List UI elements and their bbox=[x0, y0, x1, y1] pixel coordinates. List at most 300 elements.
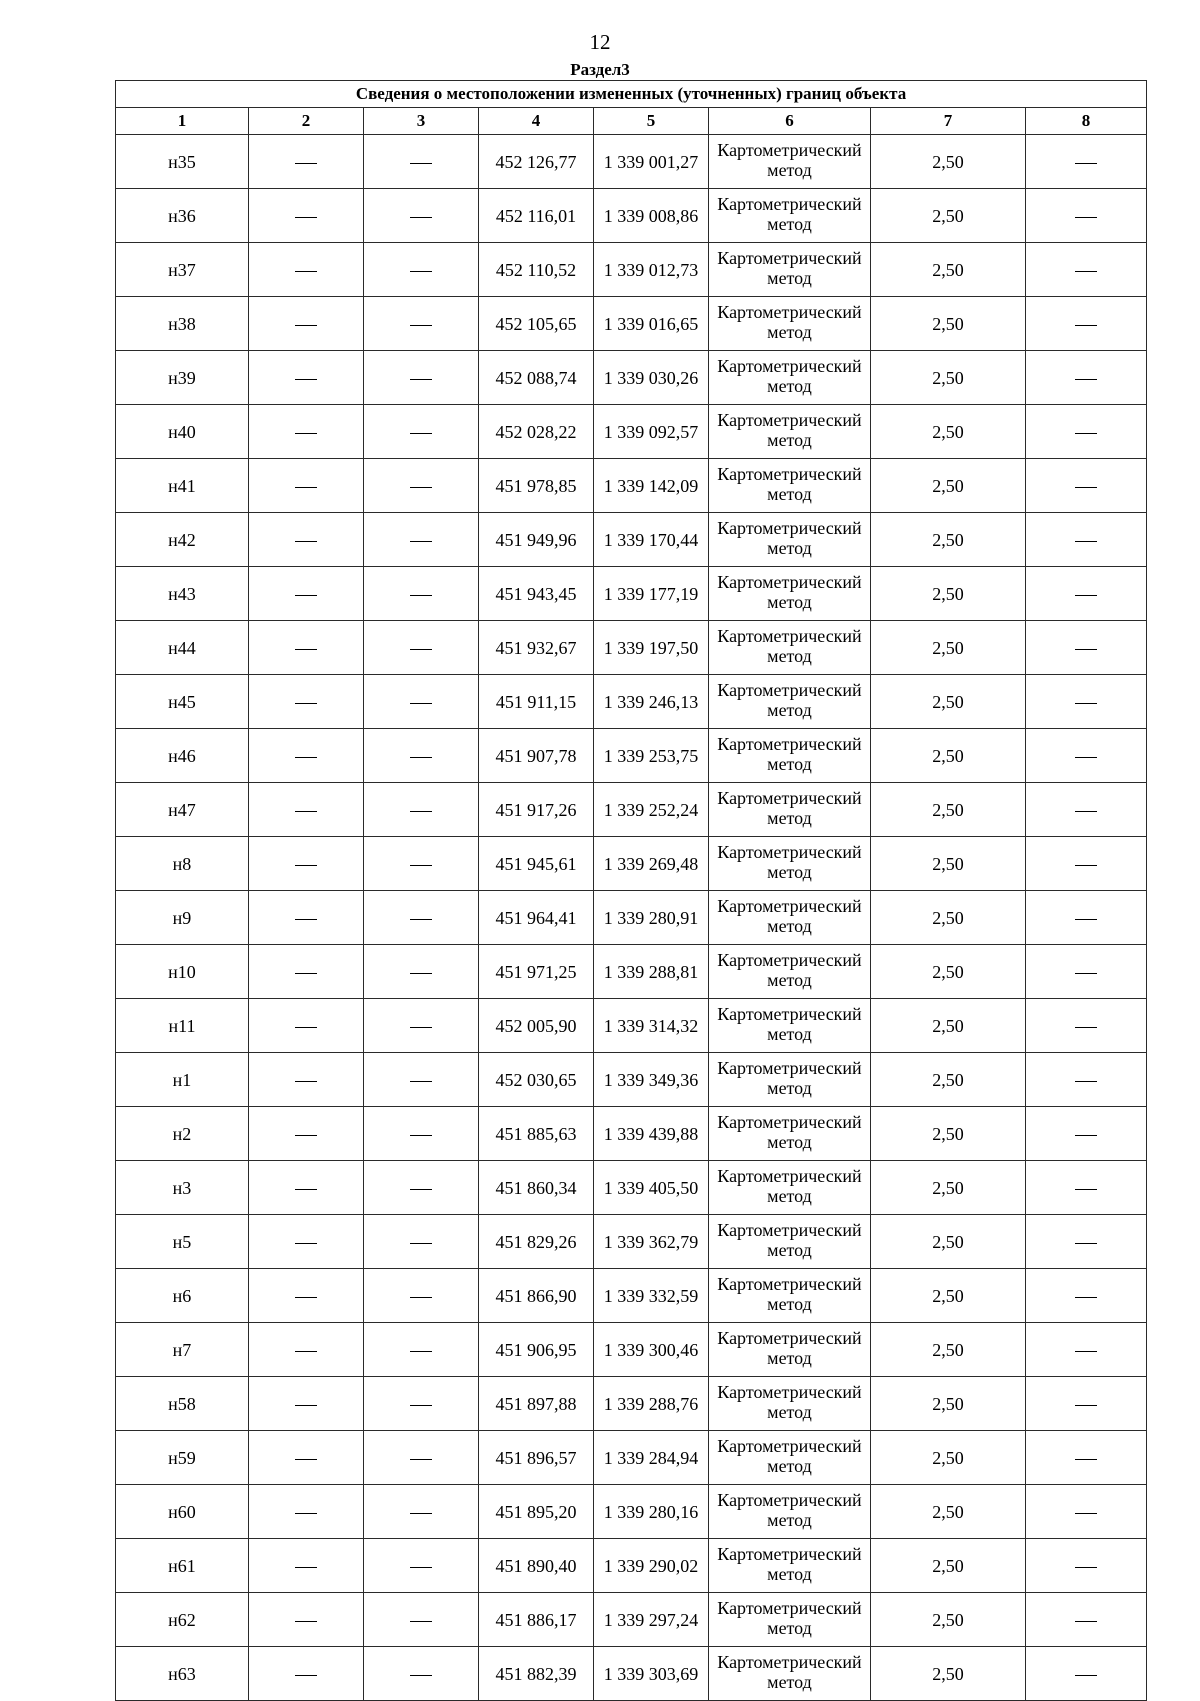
empty-cell bbox=[249, 243, 364, 297]
dash-icon bbox=[295, 757, 317, 758]
dash-icon bbox=[410, 1405, 432, 1406]
empty-cell bbox=[364, 675, 479, 729]
x-coordinate-cell: 451 860,34 bbox=[479, 1161, 594, 1215]
empty-cell bbox=[364, 1431, 479, 1485]
dash-icon bbox=[1075, 163, 1097, 164]
dash-icon bbox=[295, 379, 317, 380]
empty-cell bbox=[1026, 1323, 1147, 1377]
table-row bbox=[116, 945, 1147, 999]
point-name-cell: н2 bbox=[116, 1107, 249, 1161]
dash-icon bbox=[295, 919, 317, 920]
empty-cell bbox=[1026, 513, 1147, 567]
empty-cell bbox=[1026, 783, 1147, 837]
dash-icon bbox=[1075, 487, 1097, 488]
x-coordinate-cell: 452 030,65 bbox=[479, 1053, 594, 1107]
empty-cell bbox=[364, 351, 479, 405]
dash-icon bbox=[295, 865, 317, 866]
dash-icon bbox=[1075, 1567, 1097, 1568]
dash-icon bbox=[295, 1513, 317, 1514]
dash-icon bbox=[410, 1243, 432, 1244]
x-coordinate-cell: 451 964,41 bbox=[479, 891, 594, 945]
x-coordinate-cell: 451 896,57 bbox=[479, 1431, 594, 1485]
column-number: 3 bbox=[364, 108, 479, 135]
table-row bbox=[116, 1107, 1147, 1161]
page-number: 12 bbox=[589, 30, 611, 54]
empty-cell bbox=[364, 1215, 479, 1269]
point-name-cell: н40 bbox=[116, 405, 249, 459]
empty-cell bbox=[249, 1647, 364, 1701]
empty-cell bbox=[249, 189, 364, 243]
x-coordinate-cell: 452 088,74 bbox=[479, 351, 594, 405]
dash-icon bbox=[410, 973, 432, 974]
empty-cell bbox=[1026, 1107, 1147, 1161]
empty-cell bbox=[249, 837, 364, 891]
dash-icon bbox=[295, 703, 317, 704]
y-coordinate-cell: 1 339 290,02 bbox=[594, 1539, 709, 1593]
dash-icon bbox=[1075, 217, 1097, 218]
dash-icon bbox=[1075, 1027, 1097, 1028]
y-coordinate-cell: 1 339 303,69 bbox=[594, 1647, 709, 1701]
method-cell: Картометрический метод bbox=[709, 513, 871, 567]
dash-icon bbox=[410, 433, 432, 434]
point-name-cell: н62 bbox=[116, 1593, 249, 1647]
method-cell: Картометрический метод bbox=[709, 135, 871, 189]
x-coordinate-cell: 451 882,39 bbox=[479, 1647, 594, 1701]
empty-cell bbox=[364, 1377, 479, 1431]
dash-icon bbox=[295, 973, 317, 974]
empty-cell bbox=[1026, 945, 1147, 999]
dash-icon bbox=[1075, 1351, 1097, 1352]
accuracy-cell: 2,50 bbox=[871, 243, 1026, 297]
dash-icon bbox=[410, 1081, 432, 1082]
method-cell: Картометрический метод bbox=[709, 1377, 871, 1431]
point-name-cell: н5 bbox=[116, 1215, 249, 1269]
dash-icon bbox=[410, 1135, 432, 1136]
empty-cell bbox=[249, 351, 364, 405]
empty-cell bbox=[249, 675, 364, 729]
empty-cell bbox=[249, 1593, 364, 1647]
method-cell: Картометрический метод bbox=[709, 1647, 871, 1701]
dash-icon bbox=[1075, 1189, 1097, 1190]
point-name-cell: н59 bbox=[116, 1431, 249, 1485]
accuracy-cell: 2,50 bbox=[871, 1053, 1026, 1107]
empty-cell bbox=[249, 1161, 364, 1215]
accuracy-cell: 2,50 bbox=[871, 1485, 1026, 1539]
empty-cell bbox=[364, 189, 479, 243]
point-name-cell: н39 bbox=[116, 351, 249, 405]
accuracy-cell: 2,50 bbox=[871, 783, 1026, 837]
accuracy-cell: 2,50 bbox=[871, 1431, 1026, 1485]
x-coordinate-cell: 451 897,88 bbox=[479, 1377, 594, 1431]
point-name-cell: н47 bbox=[116, 783, 249, 837]
empty-cell bbox=[249, 1053, 364, 1107]
accuracy-cell: 2,50 bbox=[871, 513, 1026, 567]
dash-icon bbox=[295, 1675, 317, 1676]
accuracy-cell: 2,50 bbox=[871, 621, 1026, 675]
method-cell: Картометрический метод bbox=[709, 837, 871, 891]
empty-cell bbox=[364, 1593, 479, 1647]
method-cell: Картометрический метод bbox=[709, 567, 871, 621]
dash-icon bbox=[1075, 757, 1097, 758]
x-coordinate-cell: 452 105,65 bbox=[479, 297, 594, 351]
empty-cell bbox=[249, 999, 364, 1053]
dash-icon bbox=[410, 271, 432, 272]
method-cell: Картометрический метод bbox=[709, 999, 871, 1053]
table-row bbox=[116, 1161, 1147, 1215]
accuracy-cell: 2,50 bbox=[871, 567, 1026, 621]
accuracy-cell: 2,50 bbox=[871, 1215, 1026, 1269]
x-coordinate-cell: 451 885,63 bbox=[479, 1107, 594, 1161]
point-name-cell: н45 bbox=[116, 675, 249, 729]
empty-cell bbox=[364, 1107, 479, 1161]
point-name-cell: н63 bbox=[116, 1647, 249, 1701]
empty-cell bbox=[249, 891, 364, 945]
empty-cell bbox=[1026, 729, 1147, 783]
dash-icon bbox=[410, 649, 432, 650]
method-cell: Картометрический метод bbox=[709, 783, 871, 837]
empty-cell bbox=[364, 1161, 479, 1215]
dash-icon bbox=[410, 919, 432, 920]
empty-cell bbox=[364, 1269, 479, 1323]
point-name-cell: н58 bbox=[116, 1377, 249, 1431]
table-row bbox=[116, 729, 1147, 783]
empty-cell bbox=[1026, 675, 1147, 729]
dash-icon bbox=[1075, 1405, 1097, 1406]
empty-cell bbox=[249, 1485, 364, 1539]
column-number: 7 bbox=[871, 108, 1026, 135]
dash-icon bbox=[295, 1567, 317, 1568]
point-name-cell: н44 bbox=[116, 621, 249, 675]
table-row bbox=[116, 567, 1147, 621]
method-cell: Картометрический метод bbox=[709, 1053, 871, 1107]
point-name-cell: н41 bbox=[116, 459, 249, 513]
x-coordinate-cell: 452 116,01 bbox=[479, 189, 594, 243]
table-row bbox=[116, 1269, 1147, 1323]
y-coordinate-cell: 1 339 405,50 bbox=[594, 1161, 709, 1215]
empty-cell bbox=[1026, 1431, 1147, 1485]
dash-icon bbox=[1075, 1675, 1097, 1676]
dash-icon bbox=[410, 1621, 432, 1622]
empty-cell bbox=[1026, 621, 1147, 675]
column-number: 6 bbox=[709, 108, 871, 135]
dash-icon bbox=[1075, 1513, 1097, 1514]
accuracy-cell: 2,50 bbox=[871, 1539, 1026, 1593]
empty-cell bbox=[1026, 1593, 1147, 1647]
dash-icon bbox=[295, 1621, 317, 1622]
y-coordinate-cell: 1 339 252,24 bbox=[594, 783, 709, 837]
accuracy-cell: 2,50 bbox=[871, 837, 1026, 891]
y-coordinate-cell: 1 339 280,16 bbox=[594, 1485, 709, 1539]
y-coordinate-cell: 1 339 314,32 bbox=[594, 999, 709, 1053]
dash-icon bbox=[295, 1351, 317, 1352]
empty-cell bbox=[249, 621, 364, 675]
empty-cell bbox=[1026, 1647, 1147, 1701]
dash-icon bbox=[295, 1243, 317, 1244]
accuracy-cell: 2,50 bbox=[871, 189, 1026, 243]
empty-cell bbox=[1026, 189, 1147, 243]
empty-cell bbox=[364, 459, 479, 513]
dash-icon bbox=[410, 1189, 432, 1190]
method-cell: Картометрический метод bbox=[709, 945, 871, 999]
accuracy-cell: 2,50 bbox=[871, 999, 1026, 1053]
x-coordinate-cell: 452 126,77 bbox=[479, 135, 594, 189]
dash-icon bbox=[410, 487, 432, 488]
empty-cell bbox=[1026, 1215, 1147, 1269]
empty-cell bbox=[1026, 1161, 1147, 1215]
dash-icon bbox=[295, 811, 317, 812]
dash-icon bbox=[1075, 865, 1097, 866]
table-row bbox=[116, 1593, 1147, 1647]
empty-cell bbox=[364, 729, 479, 783]
point-name-cell: н8 bbox=[116, 837, 249, 891]
empty-cell bbox=[1026, 999, 1147, 1053]
method-cell: Картометрический метод bbox=[709, 297, 871, 351]
x-coordinate-cell: 451 945,61 bbox=[479, 837, 594, 891]
method-cell: Картометрический метод bbox=[709, 1323, 871, 1377]
dash-icon bbox=[1075, 1135, 1097, 1136]
dash-icon bbox=[410, 1567, 432, 1568]
method-cell: Картометрический метод bbox=[709, 621, 871, 675]
empty-cell bbox=[249, 1539, 364, 1593]
method-cell: Картометрический метод bbox=[709, 891, 871, 945]
section-title: Раздел3 bbox=[570, 60, 630, 79]
empty-cell bbox=[1026, 1053, 1147, 1107]
x-coordinate-cell: 451 829,26 bbox=[479, 1215, 594, 1269]
empty-cell bbox=[364, 1053, 479, 1107]
empty-cell bbox=[364, 1539, 479, 1593]
y-coordinate-cell: 1 339 092,57 bbox=[594, 405, 709, 459]
empty-cell bbox=[364, 297, 479, 351]
method-cell: Картометрический метод bbox=[709, 675, 871, 729]
method-cell: Картометрический метод bbox=[709, 1485, 871, 1539]
y-coordinate-cell: 1 339 016,65 bbox=[594, 297, 709, 351]
y-coordinate-cell: 1 339 246,13 bbox=[594, 675, 709, 729]
dash-icon bbox=[295, 1135, 317, 1136]
table-row bbox=[116, 351, 1147, 405]
empty-cell bbox=[249, 1215, 364, 1269]
dash-icon bbox=[295, 163, 317, 164]
dash-icon bbox=[1075, 1459, 1097, 1460]
y-coordinate-cell: 1 339 288,81 bbox=[594, 945, 709, 999]
y-coordinate-cell: 1 339 269,48 bbox=[594, 837, 709, 891]
dash-icon bbox=[410, 811, 432, 812]
y-coordinate-cell: 1 339 012,73 bbox=[594, 243, 709, 297]
empty-cell bbox=[249, 1107, 364, 1161]
x-coordinate-cell: 451 943,45 bbox=[479, 567, 594, 621]
x-coordinate-cell: 451 866,90 bbox=[479, 1269, 594, 1323]
empty-cell bbox=[249, 1269, 364, 1323]
accuracy-cell: 2,50 bbox=[871, 729, 1026, 783]
method-cell: Картометрический метод bbox=[709, 459, 871, 513]
point-name-cell: н38 bbox=[116, 297, 249, 351]
dash-icon bbox=[410, 1351, 432, 1352]
point-name-cell: н35 bbox=[116, 135, 249, 189]
dash-icon bbox=[1075, 1621, 1097, 1622]
accuracy-cell: 2,50 bbox=[871, 891, 1026, 945]
x-coordinate-cell: 451 917,26 bbox=[479, 783, 594, 837]
method-cell: Картометрический метод bbox=[709, 351, 871, 405]
table-row bbox=[116, 1485, 1147, 1539]
x-coordinate-cell: 451 911,15 bbox=[479, 675, 594, 729]
accuracy-cell: 2,50 bbox=[871, 135, 1026, 189]
x-coordinate-cell: 451 949,96 bbox=[479, 513, 594, 567]
dash-icon bbox=[410, 541, 432, 542]
x-coordinate-cell: 451 971,25 bbox=[479, 945, 594, 999]
dash-icon bbox=[1075, 1081, 1097, 1082]
empty-cell bbox=[364, 1647, 479, 1701]
dash-icon bbox=[410, 595, 432, 596]
table-caption: Сведения о местоположении измененных (уточненных) границ объекта bbox=[116, 81, 1147, 108]
empty-cell bbox=[1026, 567, 1147, 621]
empty-cell bbox=[249, 567, 364, 621]
accuracy-cell: 2,50 bbox=[871, 351, 1026, 405]
table-row bbox=[116, 1215, 1147, 1269]
dash-icon bbox=[1075, 703, 1097, 704]
accuracy-cell: 2,50 bbox=[871, 1377, 1026, 1431]
table-row bbox=[116, 783, 1147, 837]
empty-cell bbox=[1026, 1377, 1147, 1431]
empty-cell bbox=[364, 567, 479, 621]
table-row bbox=[116, 837, 1147, 891]
method-cell: Картометрический метод bbox=[709, 1107, 871, 1161]
empty-cell bbox=[249, 1431, 364, 1485]
table-row bbox=[116, 459, 1147, 513]
accuracy-cell: 2,50 bbox=[871, 297, 1026, 351]
dash-icon bbox=[410, 379, 432, 380]
accuracy-cell: 2,50 bbox=[871, 1107, 1026, 1161]
empty-cell bbox=[364, 513, 479, 567]
table-row bbox=[116, 999, 1147, 1053]
accuracy-cell: 2,50 bbox=[871, 945, 1026, 999]
dash-icon bbox=[1075, 973, 1097, 974]
table-row bbox=[116, 1377, 1147, 1431]
y-coordinate-cell: 1 339 300,46 bbox=[594, 1323, 709, 1377]
dash-icon bbox=[295, 1189, 317, 1190]
empty-cell bbox=[249, 729, 364, 783]
y-coordinate-cell: 1 339 349,36 bbox=[594, 1053, 709, 1107]
point-name-cell: н11 bbox=[116, 999, 249, 1053]
accuracy-cell: 2,50 bbox=[871, 1593, 1026, 1647]
empty-cell bbox=[364, 999, 479, 1053]
empty-cell bbox=[1026, 459, 1147, 513]
dash-icon bbox=[295, 1027, 317, 1028]
empty-cell bbox=[364, 1485, 479, 1539]
empty-cell bbox=[364, 891, 479, 945]
dash-icon bbox=[410, 1513, 432, 1514]
table-row bbox=[116, 243, 1147, 297]
dash-icon bbox=[410, 1675, 432, 1676]
method-cell: Картометрический метод bbox=[709, 729, 871, 783]
empty-cell bbox=[249, 1323, 364, 1377]
empty-cell bbox=[249, 945, 364, 999]
x-coordinate-cell: 452 110,52 bbox=[479, 243, 594, 297]
empty-cell bbox=[364, 405, 479, 459]
accuracy-cell: 2,50 bbox=[871, 1647, 1026, 1701]
dash-icon bbox=[295, 487, 317, 488]
dash-icon bbox=[295, 271, 317, 272]
y-coordinate-cell: 1 339 362,79 bbox=[594, 1215, 709, 1269]
column-number: 8 bbox=[1026, 108, 1147, 135]
dash-icon bbox=[410, 1459, 432, 1460]
empty-cell bbox=[1026, 297, 1147, 351]
table-row bbox=[116, 1053, 1147, 1107]
empty-cell bbox=[364, 945, 479, 999]
point-name-cell: н43 bbox=[116, 567, 249, 621]
empty-cell bbox=[364, 243, 479, 297]
dash-icon bbox=[410, 865, 432, 866]
y-coordinate-cell: 1 339 284,94 bbox=[594, 1431, 709, 1485]
method-cell: Картометрический метод bbox=[709, 1269, 871, 1323]
y-coordinate-cell: 1 339 253,75 bbox=[594, 729, 709, 783]
table-row bbox=[116, 1431, 1147, 1485]
dash-icon bbox=[410, 217, 432, 218]
accuracy-cell: 2,50 bbox=[871, 1269, 1026, 1323]
empty-cell bbox=[249, 459, 364, 513]
y-coordinate-cell: 1 339 001,27 bbox=[594, 135, 709, 189]
x-coordinate-cell: 452 005,90 bbox=[479, 999, 594, 1053]
accuracy-cell: 2,50 bbox=[871, 1323, 1026, 1377]
dash-icon bbox=[1075, 595, 1097, 596]
table-row bbox=[116, 1647, 1147, 1701]
method-cell: Картометрический метод bbox=[709, 1161, 871, 1215]
point-name-cell: н1 bbox=[116, 1053, 249, 1107]
empty-cell bbox=[364, 783, 479, 837]
dash-icon bbox=[295, 217, 317, 218]
y-coordinate-cell: 1 339 332,59 bbox=[594, 1269, 709, 1323]
table-row bbox=[116, 1323, 1147, 1377]
empty-cell bbox=[1026, 837, 1147, 891]
empty-cell bbox=[364, 837, 479, 891]
table-row bbox=[116, 513, 1147, 567]
empty-cell bbox=[249, 783, 364, 837]
dash-icon bbox=[1075, 379, 1097, 380]
x-coordinate-cell: 451 978,85 bbox=[479, 459, 594, 513]
point-name-cell: н61 bbox=[116, 1539, 249, 1593]
dash-icon bbox=[1075, 541, 1097, 542]
x-coordinate-cell: 451 895,20 bbox=[479, 1485, 594, 1539]
method-cell: Картометрический метод bbox=[709, 189, 871, 243]
point-name-cell: н10 bbox=[116, 945, 249, 999]
dash-icon bbox=[1075, 433, 1097, 434]
point-name-cell: н3 bbox=[116, 1161, 249, 1215]
y-coordinate-cell: 1 339 297,24 bbox=[594, 1593, 709, 1647]
dash-icon bbox=[295, 325, 317, 326]
empty-cell bbox=[1026, 1269, 1147, 1323]
dash-icon bbox=[295, 595, 317, 596]
column-number: 1 bbox=[116, 108, 249, 135]
empty-cell bbox=[364, 135, 479, 189]
empty-cell bbox=[1026, 351, 1147, 405]
dash-icon bbox=[295, 541, 317, 542]
dash-icon bbox=[1075, 325, 1097, 326]
empty-cell bbox=[1026, 135, 1147, 189]
y-coordinate-cell: 1 339 177,19 bbox=[594, 567, 709, 621]
method-cell: Картометрический метод bbox=[709, 1539, 871, 1593]
point-name-cell: н46 bbox=[116, 729, 249, 783]
accuracy-cell: 2,50 bbox=[871, 1161, 1026, 1215]
column-number: 2 bbox=[249, 108, 364, 135]
accuracy-cell: 2,50 bbox=[871, 459, 1026, 513]
dash-icon bbox=[1075, 649, 1097, 650]
coordinates-table bbox=[115, 80, 1147, 1701]
table-row bbox=[116, 675, 1147, 729]
x-coordinate-cell: 451 886,17 bbox=[479, 1593, 594, 1647]
dash-icon bbox=[410, 1027, 432, 1028]
table-body bbox=[116, 135, 1147, 1701]
dash-icon bbox=[295, 433, 317, 434]
accuracy-cell: 2,50 bbox=[871, 675, 1026, 729]
table-row bbox=[116, 189, 1147, 243]
